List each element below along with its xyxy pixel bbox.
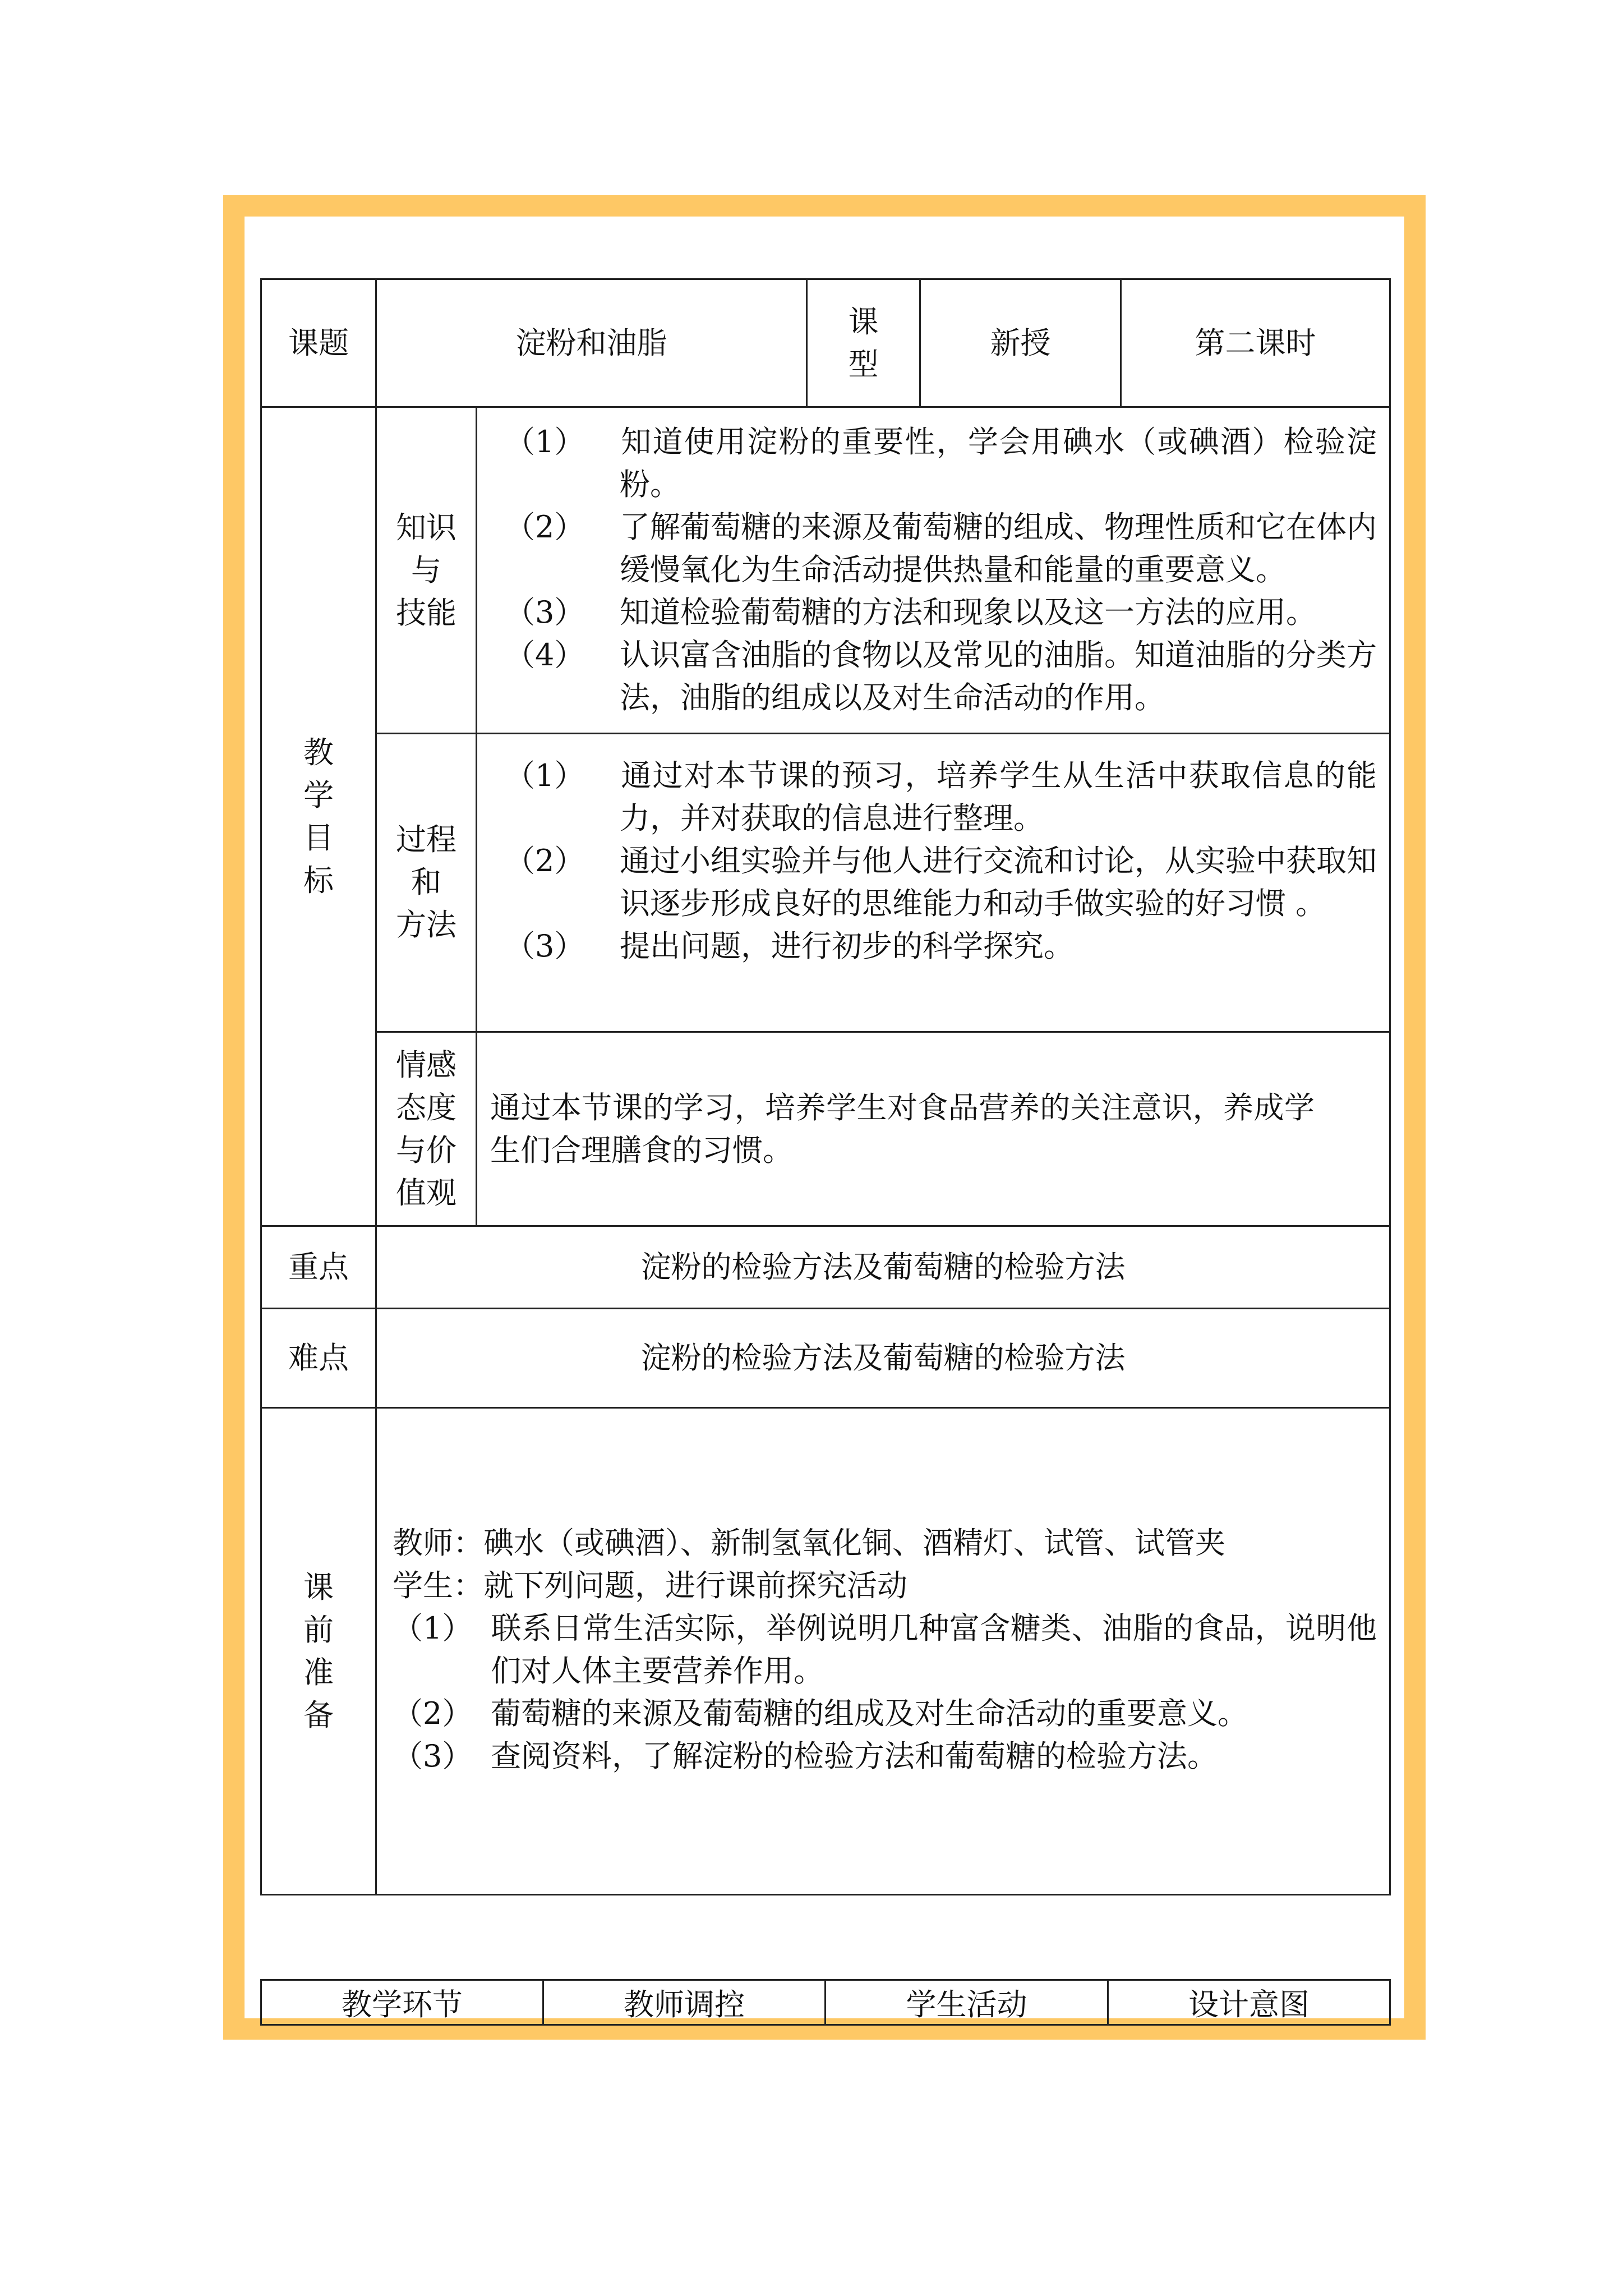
list-item: （1） 通过对本节课的预习，培养学生从生活中获取信息的能力，并对获取的信息进行整理。 <box>505 758 1377 836</box>
student-tasks: 学生：就下列问题，进行课前探究活动 <box>393 1568 907 1603</box>
column-header: 教师调控 <box>624 1987 745 2022</box>
list-item: （4） 认识富含油脂的食物以及常见的油脂。知道油脂的分类方法，油脂的组成以及对生命活动的作用。 <box>505 637 1377 715</box>
list-item: （3） 知道检验葡萄糖的方法和现象以及这一方法的应用。 <box>505 595 1316 630</box>
list-item: （2） 通过小组实验并与他人进行交流和讨论，从实验中获取知识逐步形成良好的思维能力和动手做实验的好习惯 。 <box>505 843 1377 921</box>
column-header: 设计意图 <box>1188 1987 1310 2022</box>
column-header: 学生活动 <box>906 1987 1027 2022</box>
emotion-attitude-text: 通过本节课的学习，培养学生对食品营养的关注意识，养成学生们合理膳食的习惯。 <box>490 1090 1315 1168</box>
process-method-label: 过程 和 方法 <box>396 822 457 942</box>
knowledge-skills-list <box>505 421 1377 719</box>
difficulty-label: 难点 <box>288 1340 349 1375</box>
process-method-list <box>505 754 1377 968</box>
list-item: （1） 知道使用淀粉的重要性，学会用碘水（或碘酒）检验淀粉。 <box>505 424 1377 502</box>
objectives-label: 教 学 目 标 <box>303 734 334 898</box>
lesson-period: 第二课时 <box>1195 325 1316 361</box>
key-point-label: 重点 <box>288 1249 349 1285</box>
subject-label: 课题 <box>288 325 349 361</box>
list-item: （2） 了解葡萄糖的来源及葡萄糖的组成、物理性质和它在体内缓慢氧化为生命活动提供热量和能量的重要意义。 <box>505 509 1377 587</box>
teacher-materials: 教师：碘水（或碘酒）、新制氢氧化铜、酒精灯、试管、试管夹 <box>393 1525 1225 1561</box>
column-header: 教学环节 <box>342 1987 463 2022</box>
key-point-text: 淀粉的检验方法及葡萄糖的检验方法 <box>640 1249 1126 1285</box>
list-item: （3） 提出问题，进行初步的科学探究。 <box>505 928 1074 964</box>
subject-value: 淀粉和油脂 <box>515 325 667 361</box>
lesson-type-value: 新授 <box>990 325 1051 361</box>
emotion-attitude-label: 情感 态度 与价 值观 <box>396 1047 457 1211</box>
knowledge-skills-label: 知识 与 技能 <box>396 509 457 631</box>
preparation-label: 课 前 准 备 <box>303 1569 334 1733</box>
lesson-type-label: 课 型 <box>848 303 879 382</box>
preparation-content <box>393 1522 1377 1778</box>
list-item: （3） 查阅资料，了解淀粉的检验方法和葡萄糖的检验方法。 <box>393 1738 1218 1774</box>
list-item: （2） 葡萄糖的来源及葡萄糖的组成及对生命活动的重要意义。 <box>393 1696 1248 1731</box>
difficulty-text: 淀粉的检验方法及葡萄糖的检验方法 <box>640 1340 1126 1375</box>
list-item: （1） 联系日常生活实际，举例说明几种富含糖类、油脂的食品，说明他们对人体主要营养作用。 <box>393 1611 1377 1688</box>
